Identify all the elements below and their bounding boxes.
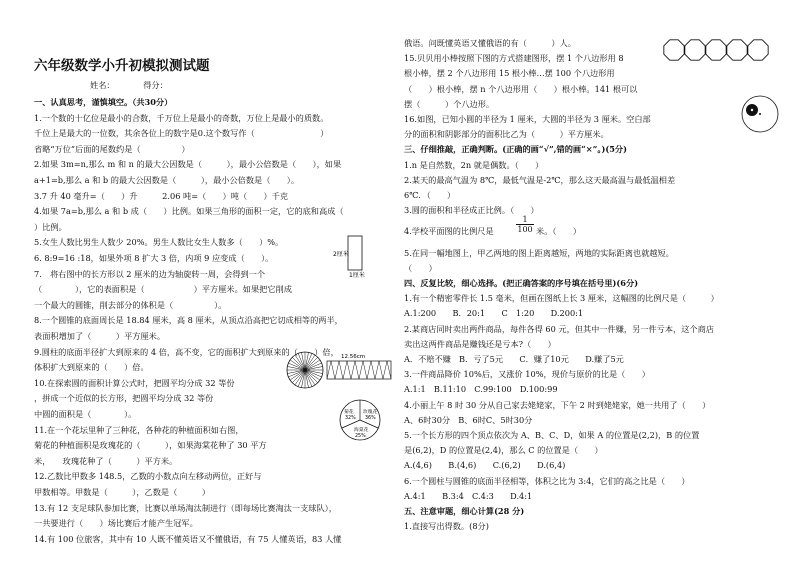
- right-text-line: A、6时30分 B、6时C、5时30分: [404, 414, 533, 425]
- left-text-line: ）比例。: [34, 221, 67, 232]
- right-text-line: 根小棒，摆 2 个八边形用 15 根小棒…摆 100 个八边形用: [404, 68, 615, 79]
- right-text-line: 3.圆的面积和半径成正比例。（ ）: [404, 205, 539, 216]
- left-text-line: 13.有 12 支足球队参加比赛，比赛以单场淘汰制进行（即每场比赛淘汰一支球队），: [34, 502, 337, 513]
- pie-label-b: 玫瑰花: [363, 410, 378, 415]
- right-text-line: 2.某商店同时卖出两件商品，每件各得 60 元，但其中一件赚，另一件亏本，这个商店: [404, 323, 714, 334]
- right-text-line: 五、注意审题，细心计算(28 分): [404, 506, 525, 516]
- octagon-chain-figure: [662, 38, 792, 88]
- right-text-line: （ ）: [404, 262, 437, 273]
- left-text-line: 体积扩大到原来的（ ）倍。: [34, 362, 149, 373]
- right-text-line: 1.直接写出得数。(8分): [404, 521, 489, 532]
- pie-label-a: 菊花: [344, 410, 354, 415]
- left-text-line: 一共要进行（ ）场比赛后才能产生冠军。: [34, 518, 198, 529]
- right-text-line: 米。（ ）: [536, 226, 582, 237]
- right-text-line: （ ）根小棒，摆 n 个八边形用（ ）根小棒。141 根可以: [404, 83, 638, 94]
- left-text-line: 5.女生人数比男生人数少 20%。男生人数比女生人数多（ ）%。: [34, 237, 284, 248]
- rect-bottom-label: 1厘米: [349, 272, 365, 279]
- right-text-line: 3.一件商品降价 10%后，又涨价 10%，现价与原价的比是（ ）: [404, 369, 650, 380]
- fraction-denominator: 100: [517, 225, 533, 234]
- right-text-line: 5.一个长方形的四个顶点依次为 A、B、C、D，如果 A 的位置是(2,2)，B 的位置: [404, 430, 700, 440]
- rect-side-label: 2厘米: [333, 251, 349, 258]
- left-text-line: 一、认真思考，谨慎填空。（共30分）: [34, 97, 173, 107]
- left-text-line: （ ），它的表面积是（ ）平方厘米。如果把它削成: [34, 284, 292, 295]
- left-text-line: 一个最大的圆锥，削去部分的体积是（ ）。: [34, 299, 227, 310]
- left-text-line: 中圆的面积是（ ）。: [34, 409, 137, 419]
- left-text-line: 6. 8:9=16 :18，如果外项 8 扩大 3 倍，内项 9 应变成（ ）。: [34, 253, 274, 263]
- left-text-line: 7. 将右图中的长方形以 2 厘米的边为轴旋转一周，会得到一个: [34, 268, 266, 279]
- right-text-line: A.4:1 B.3:4 C.4:3 D.4:1: [404, 490, 533, 501]
- left-text-line: 14.有 100 位旅客，其中有 10 人既不懂英语又不懂俄语，有 75 人懂英语，83 人懂: [34, 533, 342, 544]
- right-text-line: 卖出这两件商品是赚钱还是亏本?（ ）: [404, 338, 556, 349]
- left-text-line: 11.在一个花坛里种了三种花，各种花的种植面积如右图，: [34, 424, 244, 435]
- left-text-line: 表面积增加了（ ）平方厘米。: [34, 331, 166, 341]
- right-text-line: 1.n 是自然数，2n 就是偶数。（ ）: [404, 159, 544, 170]
- left-text-line: 12.乙数比甲数多 148.5，乙数的小数点向左移动两位，正好与: [34, 471, 262, 482]
- right-text-line: 三、仔细推敲，正确判断。(正确的画“√”,错的画“×”。)(5分): [404, 144, 627, 155]
- left-text-line: 省略“万位”后面的尾数约是（ ）: [34, 143, 190, 154]
- left-text-line: 10.在探索圆的面积计算公式时，把圆平均分成 32 等份: [34, 377, 235, 388]
- right-text-line: 5.在同一幅地图上，甲乙两地的图上距离越短，两地的实际距离也就越短。: [404, 247, 674, 258]
- right-text-line: A.1:200 B．20:1 C 1:20 D.200:1: [404, 308, 584, 319]
- right-text-line: A．不赔不赚 B．亏了5元 C．赚了10元 D.赚了5元: [404, 354, 624, 364]
- right-text-line: 四、反复比较，细心选择。(把正确答案的序号填在括号里)(6分): [404, 278, 639, 288]
- left-text-line: ，拼成一个近似的长方形，把圆平均分成 32 等份: [34, 393, 214, 404]
- right-text-line: 6℃．（ ）: [404, 190, 456, 200]
- circles-figure: [738, 92, 782, 136]
- pie-pct-b: 36%: [365, 416, 376, 421]
- right-text-line: 4.小丽上午 8 时 30 分从自己家去姥姥家，下午 2 时到姥姥家，她一共用了（ ）: [404, 399, 711, 410]
- right-text-line: 4.学校平面图的比例尺是: [404, 226, 494, 237]
- left-text-line: 甲数相等。甲数是（ ），乙数是（ ）: [34, 487, 211, 497]
- fraction-numerator: 1: [516, 215, 534, 225]
- right-text-line: 俄语。问既懂英语又懂俄语的有（ ）人。: [404, 38, 576, 48]
- left-text-line: 菊花的种植面积是玫瑰花的（ ），如果海棠花种了 30 平方: [34, 440, 267, 451]
- right-text-line: 2.某天的最高气温为 8℃，最低气温是-2℃，那么这天最高温与最低温相差: [404, 174, 676, 185]
- right-text-line: A.1:1 B.11:10 C.99:100 D.100:99: [404, 384, 558, 395]
- left-text-line: 2.如果 3m=n,那么 m 和 n 的最大公因数是（ ），最小公倍数是（ ），如果: [34, 159, 342, 170]
- left-text-line: 1.一个数的十亿位是最小的合数，千万位上是最小的奇数，万位上是最小的质数。: [34, 112, 329, 123]
- right-text-line: 16.如图，已知小圆的半径为 1 厘米，大圆的半径为 3 厘米。空白部: [404, 114, 651, 124]
- right-text-line: 6.一个圆柱与圆锥的底面半径相等，体积之比为 3:4，它们的高之比是（ ）: [404, 475, 690, 486]
- left-text-line: 4.如果 7a=b,那么 a 和 b 成（ ）比例。如果三角形的面积一定，它的底和高成（: [34, 206, 360, 217]
- right-text-line: 分的面积和阴影部分的面积比乙为（ ）平方厘米。: [404, 129, 609, 140]
- left-text-line: 8.一个圆锥的底面周长是 18.84 厘米，高 8 厘米，从顶点沿高把它切成相等的两半，: [34, 315, 343, 326]
- pie-label-c: 海棠花: [354, 428, 369, 433]
- left-text-line: 3.7 升 40 毫升=（ ）升 2.06 吨=（ ）吨（ ）千克: [34, 190, 289, 201]
- right-text-line: 1.有一个精密零件长 1.5 毫米，但画在图纸上长 3 厘米，这幅图的比例尺是（ ）: [404, 293, 719, 304]
- name-score-line: 姓名： 得分：: [90, 80, 168, 90]
- pie-pct-c: 25%: [355, 434, 366, 439]
- left-text-line: 米， 玫瑰花种了（ ）平方米。: [34, 455, 178, 466]
- right-text-line: 摆（ ）个八边形。: [404, 98, 495, 109]
- scale-fraction: [516, 215, 534, 234]
- left-text-line: 千位上是最大的一位数，其余各位上的数字是0.这个数写作（ ）: [34, 128, 329, 139]
- right-text-line: 15.贝贝用小棒按照下图的方式搭建图形，摆 1 个八边形用 8: [404, 53, 624, 64]
- left-text-line: a+1=b,那么 a 和 b 的最大公因数是（ ），最小公倍数是（ ）。: [34, 175, 300, 185]
- rectangle-figure: [333, 232, 380, 282]
- divided-circle-figure: [285, 350, 325, 390]
- left-text-line: 9.圆柱的底面半径扩大到原来的 4 倍，高不变，它的面积扩大到原来的（ ）倍，: [34, 346, 339, 357]
- pie-pct-a: 32%: [345, 416, 356, 421]
- long-rect-top-label: 12.56cm: [341, 354, 366, 360]
- approx-rectangle-figure: [325, 353, 395, 383]
- right-text-line: 是(6,2)，D 的位置是(2,4)，那么 C 的位置是（ ）: [404, 445, 603, 456]
- flower-pie-chart: [338, 398, 382, 442]
- page-title: 六年级数学小升初模拟测试题: [34, 58, 210, 74]
- right-text-line: A.(4,6) B.(4,6) C.(6,2) D.(6,4): [404, 460, 566, 471]
